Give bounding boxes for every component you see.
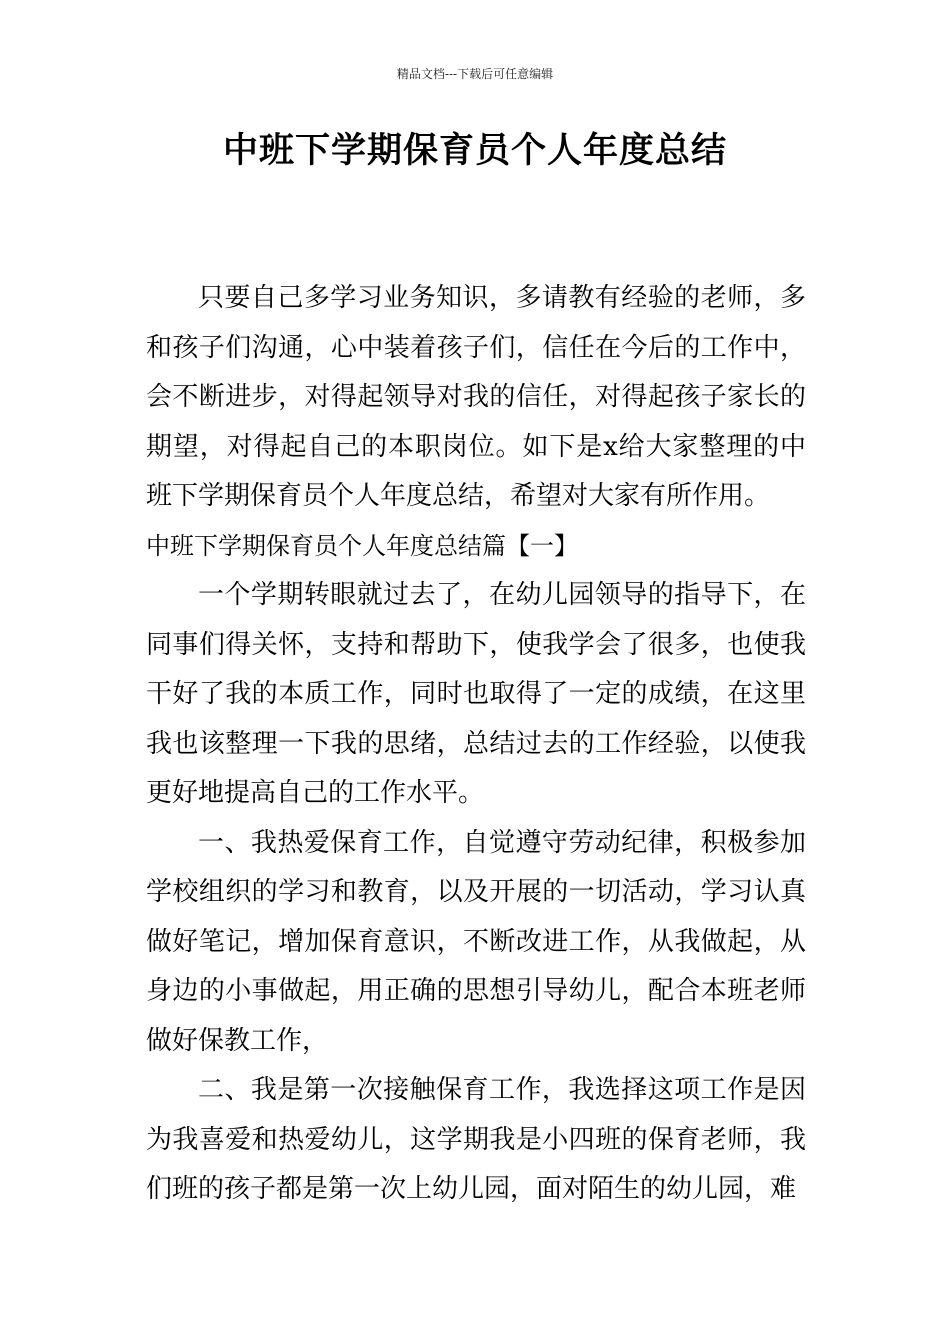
body-paragraph: 一个学期转眼就过去了，在幼儿园领导的指导下，在同事们得关怀，支持和帮助下，使我学会了很多，也使我干好了我的本质工作，同时也取得了一定的成绩，在这里我也该整理一下我的思绪，总结过去的工作经验，以使我更好地提高自己的工作水平。 bbox=[146, 580, 806, 808]
body-paragraph: 二、我是第一次接触保育工作，我选择这项工作是因为我喜爱和热爱幼儿，这学期我是小四班的保育老师，我们班的孩子都是第一次上幼儿园，面对陌生的幼儿园，难 bbox=[146, 1075, 806, 1204]
document-title: 中班下学期保育员个人年度总结 bbox=[222, 130, 727, 171]
document-body bbox=[146, 274, 806, 1215]
body-paragraph: 一、我热爱保育工作，自觉遵守劳动纪律，积极参加学校组织的学习和教育，以及开展的一切活动，学习认真做好笔记，增加保育意识，不断改进工作，从我做起，从身边的小事做起，用正确的思想引导幼儿，配合本班老师做好保教工作， bbox=[146, 827, 806, 1056]
header-note: 精品文档---下载后可任意编辑 bbox=[396, 67, 554, 81]
section-heading: 中班下学期保育员个人年度总结篇【一】 bbox=[146, 531, 578, 560]
intro-paragraph: 只要自己多学习业务知识，多请教有经验的老师，多和孩子们沟通，心中装着孩子们，信任在今后的工作中，会不断进步，对得起领导对我的信任，对得起孩子家长的期望，对得起自己的本职岗位。如下是x给大家整理的中班下学期保育员个人年度总结，希望对大家有所作用。 bbox=[146, 283, 806, 511]
